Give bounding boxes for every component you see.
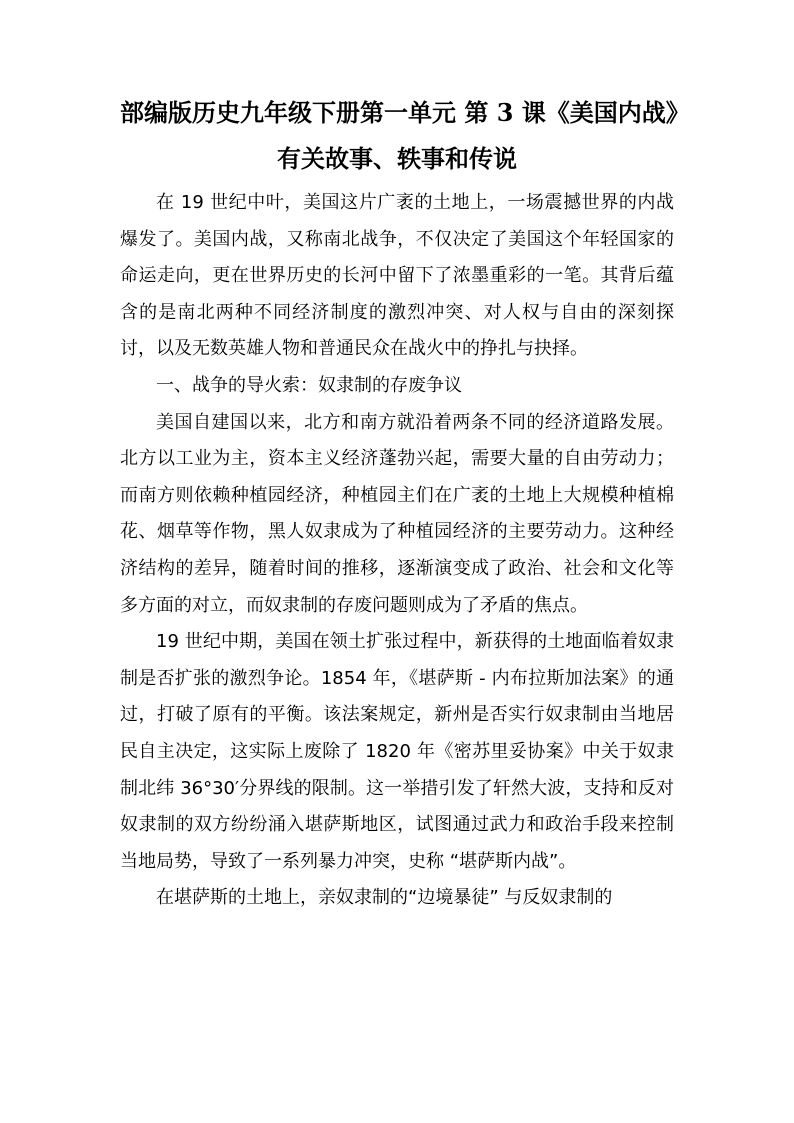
paragraph-economic-background: 美国自建国以来，北方和南方就沿着两条不同的经济道路发展。北方以工业为主，资本主义经济蓬勃兴起，需要大量的自由劳动力；而南方则依赖种植园经济，种植园主们在广袤的土地上大规模种植棉花、烟草等作物，黑人奴隶成为了种植园经济的主要劳动力。这种经济结构的差异，随着时间的推移，逐渐演变成了政治、社会和文化等多方面的对立，而奴隶制的存废问题则成为了矛盾的焦点。 <box>120 411 674 616</box>
document-title-line-2: 有关故事、轶事和传说 <box>277 144 517 173</box>
paragraph-kansas-conflict: 在堪萨斯的土地上，亲奴隶制的“边境暴徒” 与反奴隶制的 <box>156 887 613 909</box>
paragraph-kansas-nebraska-act: 19 世纪中期，美国在领土扩张过程中，新获得的土地面临着奴隶制是否扩张的激烈争论。1854 年，《堪萨斯 - 内布拉斯加法案》的通过，打破了原有的平衡。该法案规定，新州是否实行奴隶制由当地居民自主决定，这实际上废除了 1820 年《密苏里妥协案》中关于奴隶制北纬 36°30′分界线的限制。这一举措引发了轩然大波，支持和反对奴隶制的双方纷纷涌入堪萨斯地区，试图通过武力和政治手段来控制当地局势，导致了一系列暴力冲突，史称 “堪萨斯内战”。 <box>120 631 674 872</box>
paragraph-intro: 在 19 世纪中叶，美国这片广袤的土地上，一场震撼世界的内战爆发了。美国内战，又称南北战争，不仅决定了美国这个年轻国家的命运走向，更在世界历史的长河中留下了浓墨重彩的一笔。其背后蕴含的是南北两种不同经济制度的激烈冲突、对人权与自由的深刻探讨，以及无数英雄人物和普通民众在战火中的挣扎与抉择。 <box>120 192 674 360</box>
document-title-line-1: 部编版历史九年级下册第一单元 第 3 课《美国内战》 <box>120 98 690 127</box>
document-body <box>120 185 674 917</box>
section-heading-1: 一、战争的导火索：奴隶制的存废争议 <box>156 374 462 396</box>
